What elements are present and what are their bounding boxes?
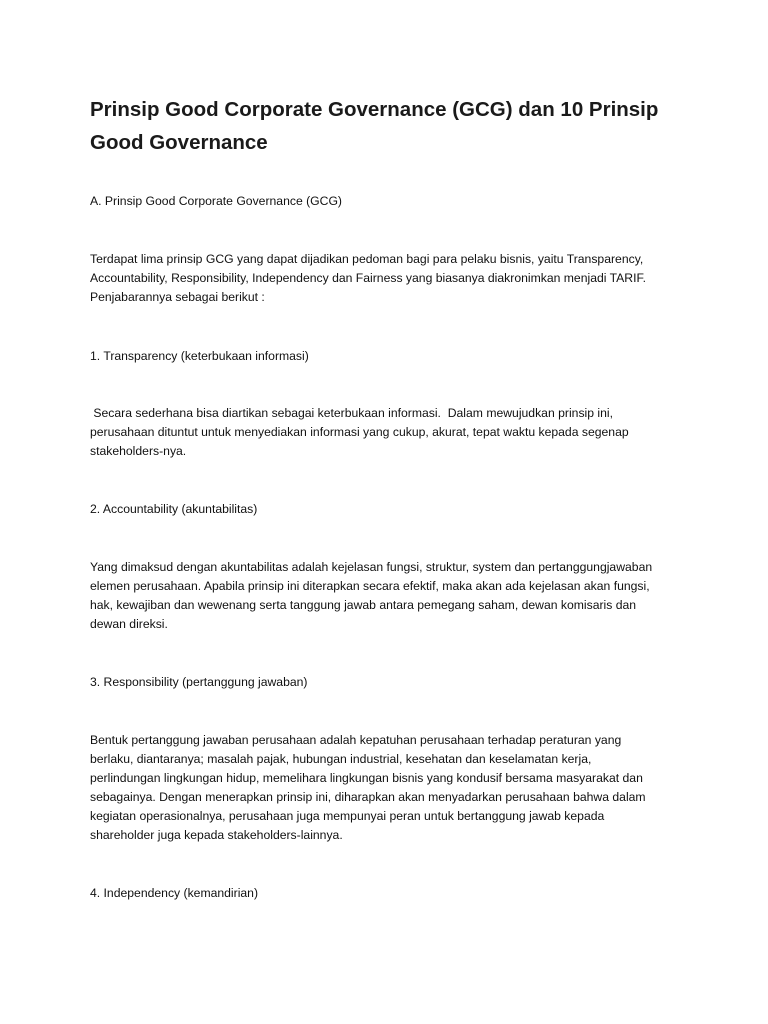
paragraph-line: stakeholders-nya. bbox=[90, 444, 187, 458]
document-title bbox=[90, 93, 690, 159]
paragraph-line: sebagainya. Dengan menerapkan prinsip ini, diharapkan akan menyadarkan perusahaan bahwa dalam bbox=[90, 790, 646, 804]
item2-paragraph bbox=[90, 558, 690, 634]
paragraph-line: Terdapat lima prinsip GCG yang dapat dijadikan pedoman bagi para pelaku bisnis, yaitu Transparency, bbox=[90, 252, 644, 266]
paragraph-line: kegiatan operasionalnya, perusahaan juga mempunyai peran untuk bertanggung jawab kepada bbox=[90, 809, 605, 823]
paragraph-line: Penjabarannya sebagai berikut : bbox=[90, 290, 265, 304]
paragraph-line: perlindungan lingkungan hidup, memelihara lingkungan bisnis yang kondusif bersama masyarakat dan bbox=[90, 771, 643, 785]
paragraph-line: dewan direksi. bbox=[90, 617, 168, 631]
paragraph-line: Bentuk pertanggung jawaban perusahaan adalah kepatuhan perusahaan terhadap peraturan yang bbox=[90, 733, 622, 747]
paragraph-line: Yang dimaksud dengan akuntabilitas adalah kejelasan fungsi, struktur, system dan pertanggungjawaban bbox=[90, 560, 653, 574]
section-a-heading: A. Prinsip Good Corporate Governance (GCG) bbox=[90, 194, 342, 208]
title-line: Prinsip Good Corporate Governance (GCG) dan 10 Prinsip bbox=[90, 98, 659, 121]
paragraph-line: elemen perusahaan. Apabila prinsip ini diterapkan secara efektif, maka akan ada kejelasan akan fungsi, bbox=[90, 579, 650, 593]
item2-heading: 2. Accountability (akuntabilitas) bbox=[90, 502, 258, 516]
paragraph-line: shareholder juga kepada stakeholders-lainnya. bbox=[90, 828, 343, 842]
item3-heading: 3. Responsibility (pertanggung jawaban) bbox=[90, 675, 308, 689]
item4-heading: 4. Independency (kemandirian) bbox=[90, 886, 259, 900]
paragraph-line: Secara sederhana bisa diartikan sebagai keterbukaan informasi. Dalam mewujudkan prinsip ini, bbox=[90, 406, 613, 420]
paragraph-line: berlaku, diantaranya; masalah pajak, hubungan industrial, kesehatan dan keselamatan kerja, bbox=[90, 752, 592, 766]
item1-heading: 1. Transparency (keterbukaan informasi) bbox=[90, 349, 309, 363]
paragraph-line: hak, kewajiban dan wewenang serta tanggung jawab antara pemegang saham, dewan komisaris dan bbox=[90, 598, 637, 612]
paragraph-line: perusahaan dituntut untuk menyediakan informasi yang cukup, akurat, tepat waktu kepada segenap bbox=[90, 425, 629, 439]
item3-paragraph bbox=[90, 731, 690, 845]
item1-paragraph bbox=[90, 404, 690, 461]
intro-paragraph bbox=[90, 250, 690, 307]
title-line: Good Governance bbox=[90, 131, 268, 154]
paragraph-line: Accountability, Responsibility, Independency dan Fairness yang biasanya diakronimkan menjadi TARIF. bbox=[90, 271, 646, 285]
